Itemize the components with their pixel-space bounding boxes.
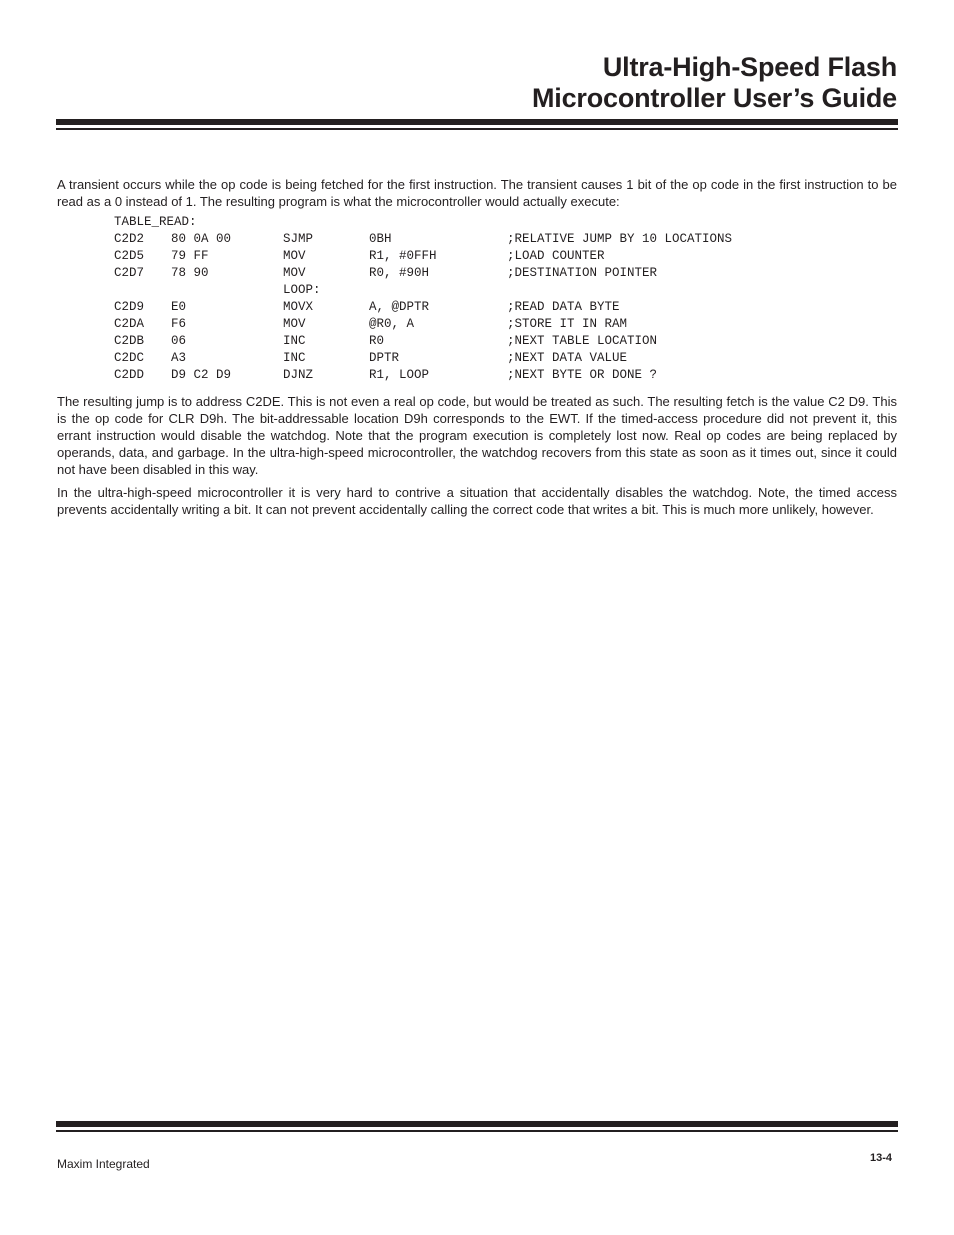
code-bytes: 80 0A 00 [171, 232, 232, 246]
code-line [114, 248, 605, 265]
code-line [114, 367, 658, 384]
page-title [532, 52, 897, 114]
paragraph-intro: A transient occurs while the op code is being fetched for the first instruction. The transient causes 1 bit of the op code in the first instruction to be read as a 0 instead of 1. The resulting program is what the microcontroller would actually execute: [57, 177, 897, 209]
code-label: LOOP: [283, 283, 321, 297]
code-mnemonic: MOV [283, 266, 306, 280]
code-bytes: D9 C2 D9 [171, 368, 232, 382]
code-mnemonic: INC [283, 351, 306, 365]
footer-rule-thick [56, 1121, 898, 1127]
code-bytes: 78 90 [171, 266, 209, 280]
code-bytes: 79 FF [171, 249, 209, 263]
code-bytes: E0 [171, 300, 187, 314]
footer-company: Maxim Integrated [57, 1157, 150, 1171]
code-comment: ;LOAD COUNTER [507, 249, 605, 263]
code-line [114, 265, 658, 282]
code-comment: ;DESTINATION POINTER [507, 266, 658, 280]
code-comment: ;NEXT DATA VALUE [507, 351, 628, 365]
code-line [114, 350, 628, 367]
code-comment: ;RELATIVE JUMP BY 10 LOCATIONS [507, 232, 733, 246]
code-comment: ;STORE IT IN RAM [507, 317, 628, 331]
code-mnemonic: SJMP [283, 232, 314, 246]
code-operand: DPTR [369, 351, 400, 365]
code-comment: ;READ DATA BYTE [507, 300, 620, 314]
code-address: C2D9 [114, 300, 145, 314]
code-operand: R0 [369, 334, 385, 348]
header-rule-thick [56, 119, 898, 125]
code-address: TABLE_READ: [114, 215, 197, 229]
code-address: C2DD [114, 368, 145, 382]
paragraph-resulting-jump: The resulting jump is to address C2DE. This is not even a real op code, but would be treated as such. The resulting fetch is the value C2 D9. This is the op code for CLR D9h. The bit-addressable location D9h corresponds to the EWT. If the timed-access procedure did not prevent it, this errant instruction would disable the watchdog. Note that the program execution is completely lost now. Real op codes are being replaced by operands, data, and garbage. In the ultra-high-speed microcontroller, the watchdog recovers from this state as soon as it times out, since it could not have been disabled in this way. [57, 394, 897, 477]
code-operand: R0, #90H [369, 266, 430, 280]
title-line-1: Ultra-High-Speed Flash [602, 52, 897, 82]
code-address: C2D7 [114, 266, 145, 280]
footer-rule-thin [56, 1130, 898, 1132]
code-address: C2DA [114, 317, 145, 331]
code-address: C2D2 [114, 232, 145, 246]
code-operand: R1, LOOP [369, 368, 430, 382]
code-comment: ;NEXT BYTE OR DONE ? [507, 368, 658, 382]
code-line [114, 316, 628, 333]
code-operand: 0BH [369, 232, 392, 246]
paragraph-ultra-high-speed: In the ultra-high-speed microcontroller it is very hard to contrive a situation that accidentally disables the watchdog. Note, the timed access prevents accidentally writing a bit. It can not prevent accidentally calling the correct code that writes a bit. This is much more unlikely, however. [57, 485, 897, 517]
code-line [114, 214, 197, 231]
code-mnemonic: DJNZ [283, 368, 314, 382]
code-bytes: A3 [171, 351, 187, 365]
title-line-2: Microcontroller User’s Guide [532, 83, 897, 113]
code-mnemonic: MOV [283, 317, 306, 331]
code-line [114, 231, 733, 248]
code-comment: ;NEXT TABLE LOCATION [507, 334, 658, 348]
code-operand: R1, #0FFH [369, 249, 437, 263]
code-address: C2DB [114, 334, 145, 348]
code-line [114, 299, 620, 316]
code-mnemonic: INC [283, 334, 306, 348]
code-mnemonic: MOV [283, 249, 306, 263]
code-mnemonic: MOVX [283, 300, 314, 314]
header-rule-thin [56, 128, 898, 130]
code-address: C2DC [114, 351, 145, 365]
code-bytes: 06 [171, 334, 187, 348]
code-operand: @R0, A [369, 317, 415, 331]
code-bytes: F6 [171, 317, 187, 331]
code-listing [114, 214, 733, 384]
page-number: 13-4 [869, 1152, 892, 1164]
code-line [114, 282, 321, 299]
code-line [114, 333, 658, 350]
code-operand: A, @DPTR [369, 300, 430, 314]
code-address: C2D5 [114, 249, 145, 263]
